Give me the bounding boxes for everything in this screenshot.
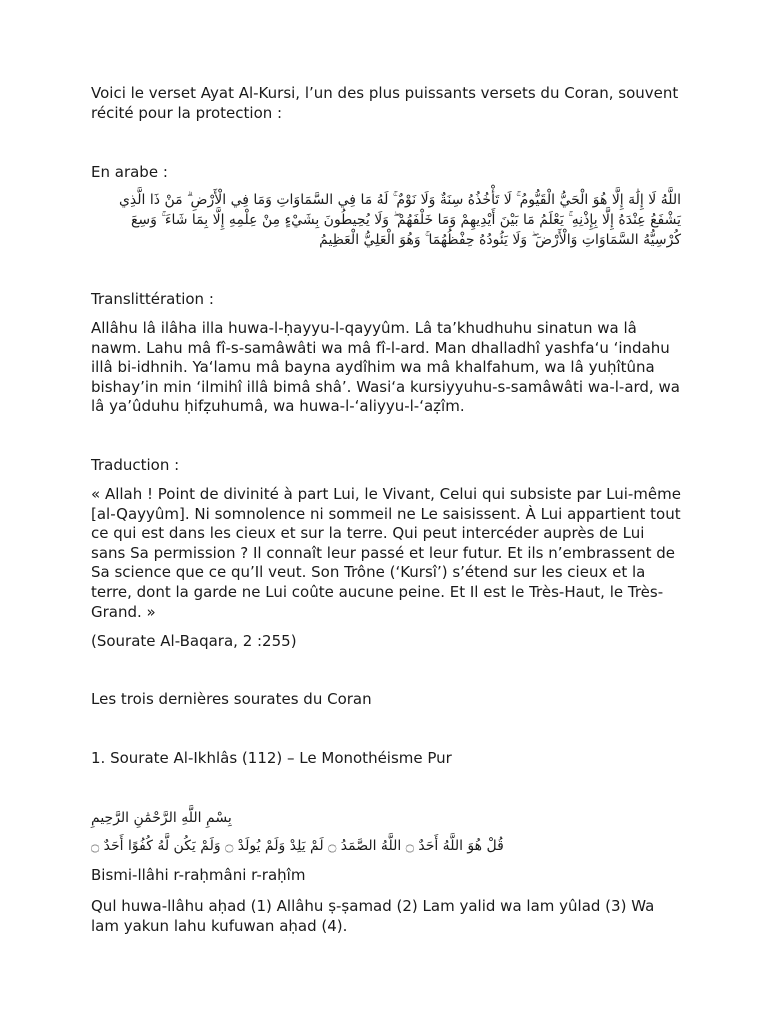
translation-heading: Traduction : bbox=[91, 456, 180, 474]
basmala-transliteration: Bismi-llâhi r-raḥmâni r-raḥîm bbox=[91, 866, 306, 884]
ayat-al-kursi-arabic: اللَّهُ لَا إِلَٰهَ إِلَّا هُوَ الْحَيُّ الْقَيُّومُ ۚ لَا تَأْخُذُهُ سِنَةٌ وَلَا نَوْمٌ ۚ لَهُ مَا فِي السَّمَاوَاتِ وَمَا فِي الْأَرْضِ ۗ مَنْ ذَا الَّذِي يَشْفَعُ عِنْدَهُ إِلَّا بِإِذْنِهِ ۚ يَعْلَمُ مَا بَيْنَ أَيْدِيهِمْ وَمَا خَلْفَهُمْ ۖ وَلَا يُحِيطُونَ بِشَيْءٍ مِنْ عِلْمِهِ إِلَّا بِمَا شَاءَ ۚ وَسِعَ كُرْسِيُّهُ السَّمَاوَاتِ وَالْأَرْضَ ۖ وَلَا يَئُودُهُ حِفْظُهُمَا ۚ وَهُوَ الْعَلِيُّ الْعَظِيمُ bbox=[118, 192, 681, 248]
ayat-al-kursi-translation: « Allah ! Point de divinité à part Lui, le Vivant, Celui qui subsiste par Lui-même [al-Qayyûm]. Ni somnolence ni sommeil ne Le saisissent. À Lui appartient tout ce qui est dans les cieux et sur la terre. Qui peut intercéder auprès de Lui sans Sa permission ? Il connaît leur passé et leur futur. Et ils n’embrassent de Sa science que ce qu’Il veut. Son Trône (‘Kursî’) s’étend sur les cieux et la terre, dont la garde ne Lui coûte aucune peine. Et Il est le Très-Haut, le Très-Grand. » bbox=[91, 485, 681, 621]
surah-al-ikhlas-title: 1. Sourate Al-Ikhlâs (112) – Le Monothéisme Pur bbox=[91, 749, 452, 767]
surah-al-ikhlas-arabic: قُلْ هُوَ اللَّهُ أَحَدٌ ۝ اللَّهُ الصَّمَدُ ۝ لَمْ يَلِدْ وَلَمْ يُولَدْ ۝ وَلَمْ يَكُن لَّهُ كُفُوًا أَحَدٌ ۝ bbox=[91, 838, 504, 854]
ayat-al-kursi-transliteration: Allâhu lâ ilâha illa huwa-l-ḥayyu-l-qayyûm. Lâ ta’khudhuhu sinatun wa lâ nawm. Lahu mâ fî-s-samâwâti wa mâ fî-l-ard. Man dhalladhî yashfa‘u ‘indahu illâ bi-idhnih. Ya‘lamu mâ bayna aydîhim wa mâ khalfahum, wa lâ yuḥîtûna bishay’in min ‘ilmihî illâ bimâ shâ’. Wasi‘a kursiyyuhu-s-samâwâti wa-l-ard, wa lâ ya’ûduhu ḥifẓuhumâ, wa huwa-l-‘aliyyu-l-‘aẓîm. bbox=[91, 319, 680, 416]
section-title: Les trois dernières sourates du Coran bbox=[91, 690, 372, 708]
surah-al-ikhlas-transliteration: Qul huwa-llâhu aḥad (1) Allâhu ṣ-ṣamad (2) Lam yalid wa lam yûlad (3) Wa lam yakun lahu kufuwan aḥad (4). bbox=[91, 897, 655, 935]
transliteration-heading: Translittération : bbox=[91, 290, 214, 308]
basmala-arabic: بِسْمِ اللَّهِ الرَّحْمَٰنِ الرَّحِيمِ bbox=[91, 810, 232, 826]
ayat-reference: (Sourate Al-Baqara, 2 :255) bbox=[91, 632, 297, 650]
intro-paragraph: Voici le verset Ayat Al-Kursi, l’un des plus puissants versets du Coran, souvent récité pour la protection : bbox=[91, 84, 679, 122]
arabic-heading: En arabe : bbox=[91, 163, 168, 181]
